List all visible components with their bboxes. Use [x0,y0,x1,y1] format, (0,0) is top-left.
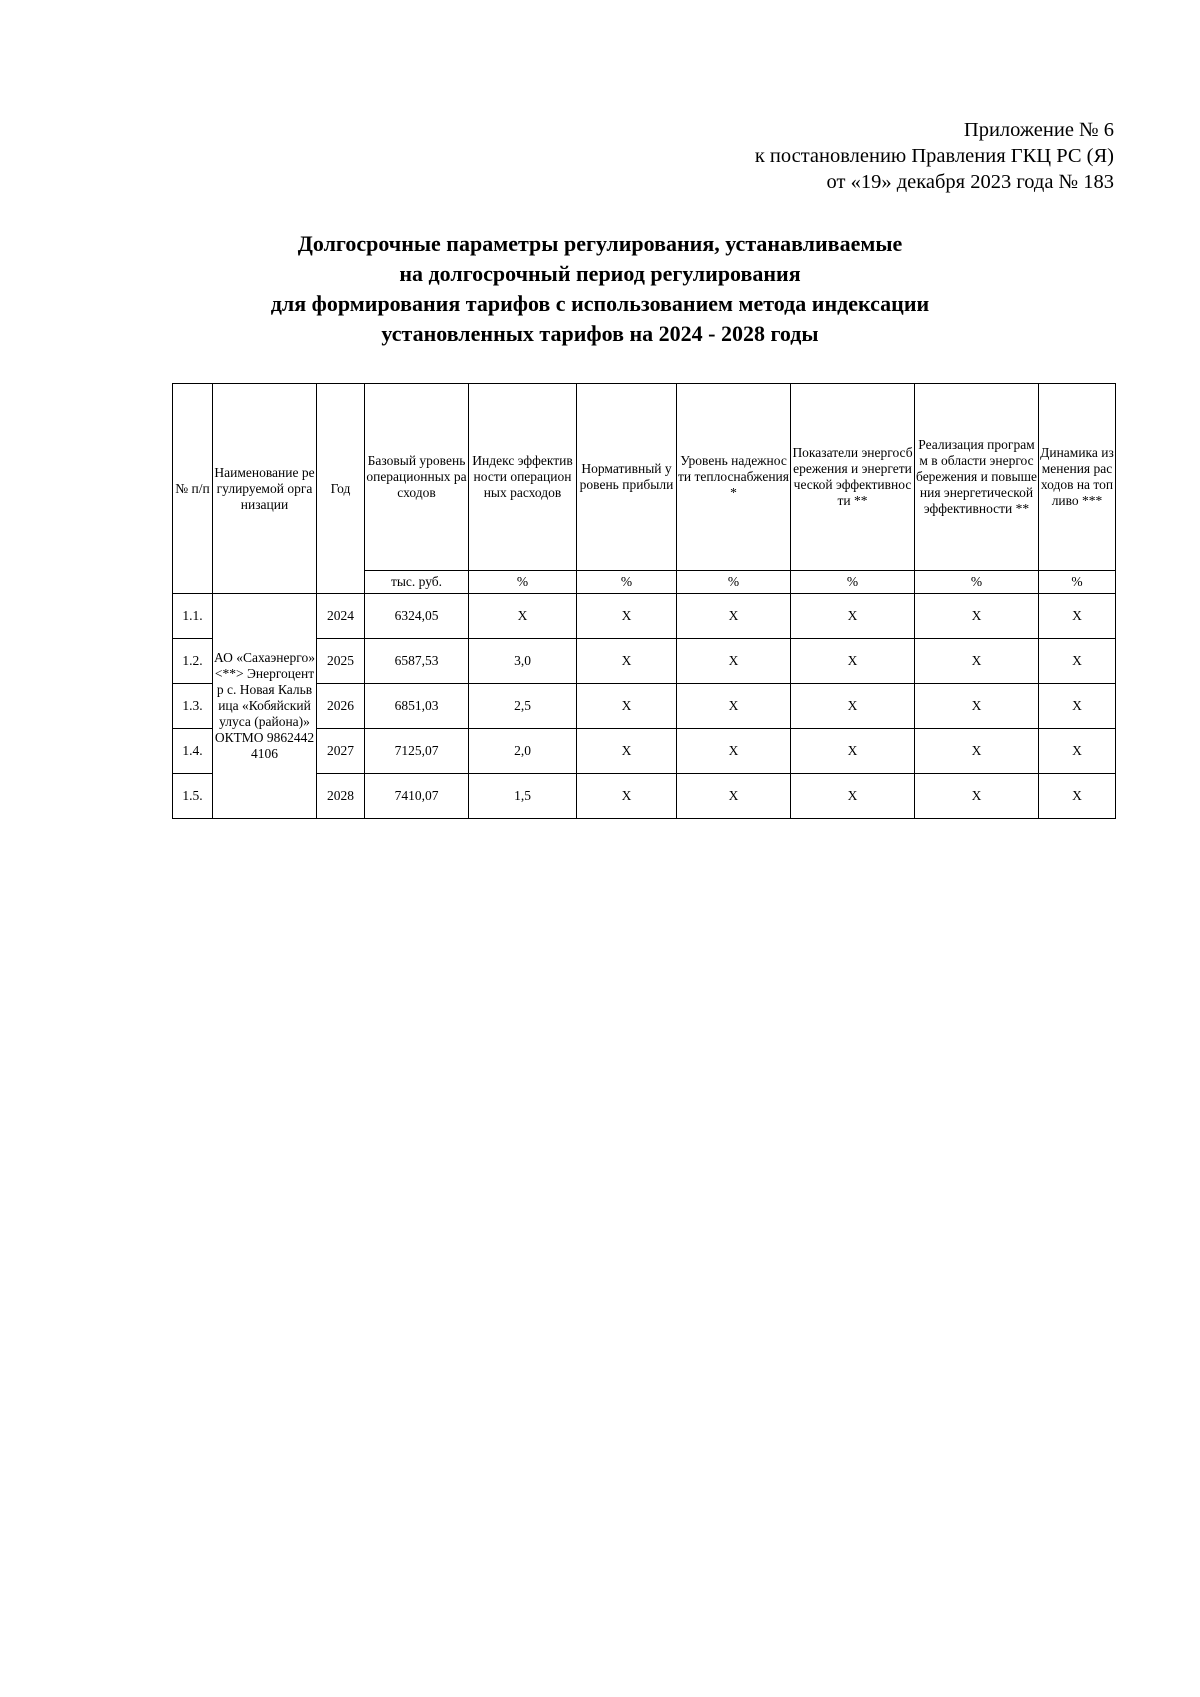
row-base-level: 6851,03 [365,684,469,729]
row-profit-level: X [577,594,677,639]
unit-cell: % [577,571,677,594]
header-base-level: Базовый уровень операционных расходов [365,384,469,571]
row-reliability: X [677,684,791,729]
row-number: 1.1. [173,594,213,639]
header-fuel-dynamics: Динамика изменения расходов на топливо *** [1039,384,1116,571]
row-energy-indicators: X [791,729,915,774]
title-line-1: Долгосрочные параметры регулирования, устанавливаемые [297,231,903,256]
row-energy-indicators: X [791,774,915,819]
row-profit-level: X [577,774,677,819]
row-number: 1.4. [173,729,213,774]
row-fuel-dynamics: X [1039,774,1116,819]
row-number: 1.5. [173,774,213,819]
title-line-2: на долгосрочный период регулирования [399,261,801,286]
row-profit-level: X [577,729,677,774]
row-fuel-dynamics: X [1039,684,1116,729]
row-efficiency-index: X [469,594,577,639]
organization-name: АО «Сахаэнерго» <**> Энергоцентр с. Новая Кальвица «Кобяйский улуса (района)» ОКТМО 98624424106 [213,594,317,819]
row-reliability: X [677,639,791,684]
table-header-row [173,384,1116,571]
row-reliability: X [677,774,791,819]
row-year: 2028 [317,774,365,819]
header-number: № п/п [173,384,213,594]
row-energy-programs: X [915,639,1039,684]
row-efficiency-index: 2,0 [469,729,577,774]
row-base-level: 6324,05 [365,594,469,639]
row-energy-programs: X [915,774,1039,819]
row-energy-indicators: X [791,684,915,729]
row-base-level: 7125,07 [365,729,469,774]
row-base-level: 7410,07 [365,774,469,819]
row-year: 2026 [317,684,365,729]
appendix-line-1: Приложение № 6 [963,119,1114,141]
row-year: 2027 [317,729,365,774]
row-energy-programs: X [915,594,1039,639]
unit-cell: % [915,571,1039,594]
title-line-4: установленных тарифов на 2024 - 2028 годы [381,321,819,346]
unit-cell: % [791,571,915,594]
row-energy-programs: X [915,684,1039,729]
appendix-line-2: к постановлению Правления ГКЦ РС (Я) [754,145,1114,167]
header-energy-indicators: Показатели энергосбережения и энергетической эффективности ** [791,384,915,571]
row-base-level: 6587,53 [365,639,469,684]
header-reliability: Уровень надежности теплоснабжения * [677,384,791,571]
row-efficiency-index: 2,5 [469,684,577,729]
header-year: Год [317,384,365,594]
unit-cell: % [677,571,791,594]
document-title [160,229,1040,349]
row-year: 2024 [317,594,365,639]
appendix-line-3: от «19» декабря 2023 года № 183 [826,171,1114,193]
row-reliability: X [677,594,791,639]
row-number: 1.2. [173,639,213,684]
header-efficiency-index: Индекс эффективности операционных расходов [469,384,577,571]
unit-cell: % [469,571,577,594]
appendix-reference [514,117,1114,195]
row-reliability: X [677,729,791,774]
unit-cell: % [1039,571,1116,594]
title-line-3: для формирования тарифов с использованием метода индексации [270,291,930,316]
row-profit-level: X [577,639,677,684]
row-year: 2025 [317,639,365,684]
row-fuel-dynamics: X [1039,729,1116,774]
row-fuel-dynamics: X [1039,639,1116,684]
unit-cell: тыс. руб. [365,571,469,594]
parameters-table [172,383,1116,819]
row-profit-level: X [577,684,677,729]
row-fuel-dynamics: X [1039,594,1116,639]
header-energy-programs: Реализация программ в области энергосбережения и повышения энергетической эффективности ** [915,384,1039,571]
table-row [173,594,1116,639]
row-energy-indicators: X [791,594,915,639]
row-efficiency-index: 3,0 [469,639,577,684]
header-organization: Наименование регулируемой организации [213,384,317,594]
header-profit-level: Нормативный уровень прибыли [577,384,677,571]
row-efficiency-index: 1,5 [469,774,577,819]
row-number: 1.3. [173,684,213,729]
row-energy-indicators: X [791,639,915,684]
row-energy-programs: X [915,729,1039,774]
